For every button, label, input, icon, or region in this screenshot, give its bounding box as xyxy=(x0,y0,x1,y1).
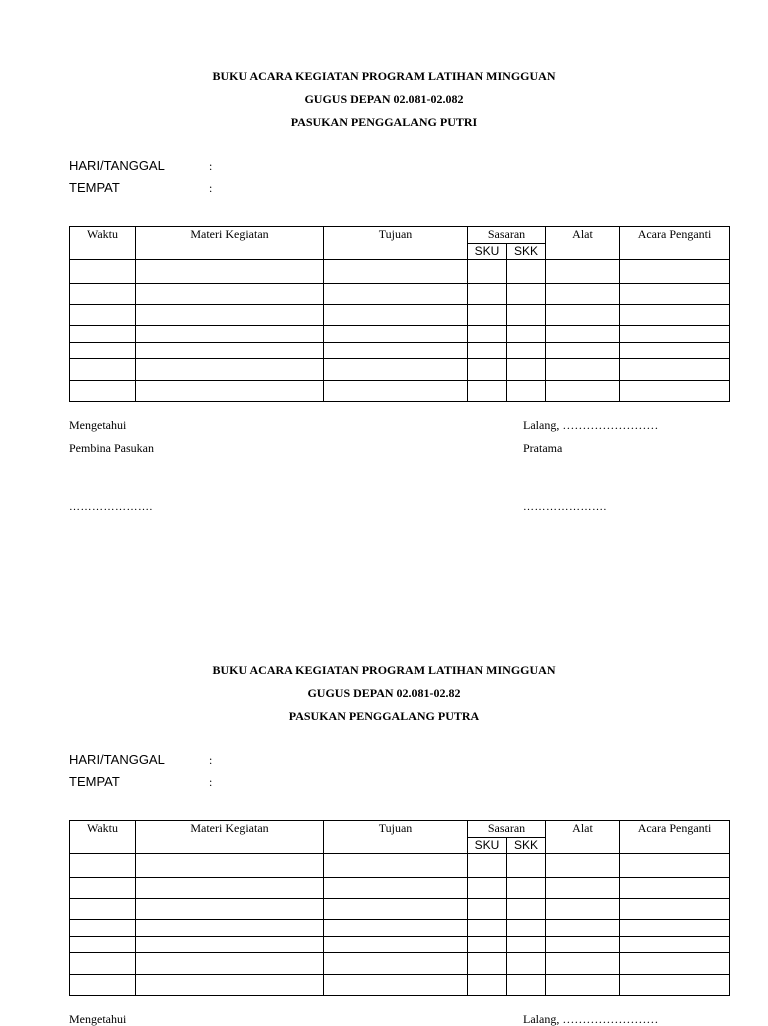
table-row xyxy=(70,260,730,284)
form-title-line-3: PASUKAN PENGGALANG PUTRI xyxy=(290,115,478,129)
table-cell[interactable] xyxy=(324,854,468,878)
header-sku: SKU xyxy=(468,838,507,854)
table-cell[interactable] xyxy=(507,899,546,920)
table-cell[interactable] xyxy=(70,975,136,996)
table-cell[interactable] xyxy=(136,975,324,996)
table-cell[interactable] xyxy=(546,326,620,343)
hari-tanggal-colon: : xyxy=(209,753,213,767)
table-cell[interactable] xyxy=(507,920,546,937)
table-cell[interactable] xyxy=(546,975,620,996)
header-alat: Alat xyxy=(546,227,620,260)
table-cell[interactable] xyxy=(468,305,507,326)
table-cell[interactable] xyxy=(324,937,468,953)
table-cell[interactable] xyxy=(136,920,324,937)
header-skk: SKK xyxy=(507,244,546,260)
table-cell[interactable] xyxy=(507,878,546,899)
pembina-pasukan-label: Pembina Pasukan xyxy=(69,441,154,455)
table-cell[interactable] xyxy=(546,343,620,359)
table-cell[interactable] xyxy=(546,854,620,878)
hari-tanggal-label: HARI/TANGGAL xyxy=(69,158,165,173)
table-cell[interactable] xyxy=(507,854,546,878)
table-cell[interactable] xyxy=(468,899,507,920)
header-acara-penganti: Acara Penganti xyxy=(620,227,730,260)
table-cell[interactable] xyxy=(507,305,546,326)
lalang-date-label: Lalang, …………………… xyxy=(523,418,659,432)
table-cell[interactable] xyxy=(324,953,468,975)
table-cell[interactable] xyxy=(324,920,468,937)
tempat-label: TEMPAT xyxy=(69,180,120,195)
table-cell[interactable] xyxy=(136,359,324,381)
table-cell[interactable] xyxy=(70,359,136,381)
hari-tanggal-colon: : xyxy=(209,159,213,173)
table-cell[interactable] xyxy=(324,260,468,284)
table-cell[interactable] xyxy=(136,854,324,878)
table-cell[interactable] xyxy=(620,953,730,975)
table-cell[interactable] xyxy=(468,920,507,937)
table-cell[interactable] xyxy=(70,854,136,878)
header-waktu: Waktu xyxy=(70,227,136,260)
table-row xyxy=(70,899,730,920)
table-cell[interactable] xyxy=(620,359,730,381)
table-cell[interactable] xyxy=(620,343,730,359)
table-cell[interactable] xyxy=(136,284,324,305)
table-cell[interactable] xyxy=(136,937,324,953)
table-cell[interactable] xyxy=(620,920,730,937)
table-row xyxy=(70,305,730,326)
table-row xyxy=(70,937,730,953)
table-row xyxy=(70,953,730,975)
header-tujuan: Tujuan xyxy=(324,227,468,260)
table-cell[interactable] xyxy=(70,381,136,402)
hari-tanggal-label: HARI/TANGGAL xyxy=(69,752,165,767)
table-cell[interactable] xyxy=(70,899,136,920)
table-cell[interactable] xyxy=(136,343,324,359)
table-cell[interactable] xyxy=(507,359,546,381)
header-sasaran: Sasaran xyxy=(468,821,546,838)
table-row xyxy=(70,975,730,996)
table-cell[interactable] xyxy=(620,854,730,878)
table-cell[interactable] xyxy=(620,305,730,326)
table-row xyxy=(70,854,730,878)
table-cell[interactable] xyxy=(70,284,136,305)
table-cell[interactable] xyxy=(468,260,507,284)
table-cell[interactable] xyxy=(546,953,620,975)
form-title-line-2: GUGUS DEPAN 02.081-02.82 xyxy=(307,686,461,700)
activity-table xyxy=(69,226,730,402)
table-cell[interactable] xyxy=(324,284,468,305)
table-cell[interactable] xyxy=(136,878,324,899)
table-cell[interactable] xyxy=(136,899,324,920)
activity-table xyxy=(69,820,730,996)
table-cell[interactable] xyxy=(468,878,507,899)
table-cell[interactable] xyxy=(546,260,620,284)
table-cell[interactable] xyxy=(136,953,324,975)
table-cell[interactable] xyxy=(507,381,546,402)
table-row xyxy=(70,359,730,381)
pratama-signature-line: …………………. xyxy=(523,501,607,513)
mengetahui-label: Mengetahui xyxy=(69,1012,127,1026)
table-cell[interactable] xyxy=(546,920,620,937)
table-cell[interactable] xyxy=(324,878,468,899)
table-row xyxy=(70,284,730,305)
table-cell[interactable] xyxy=(468,953,507,975)
tempat-colon: : xyxy=(209,775,213,789)
table-cell[interactable] xyxy=(70,343,136,359)
pratama-label: Pratama xyxy=(523,441,563,455)
table-cell[interactable] xyxy=(468,359,507,381)
table-cell[interactable] xyxy=(468,975,507,996)
lalang-date-label: Lalang, …………………… xyxy=(523,1012,659,1026)
pembina-signature-line: …………………. xyxy=(69,501,153,513)
table-cell[interactable] xyxy=(136,305,324,326)
table-cell[interactable] xyxy=(546,899,620,920)
table-cell[interactable] xyxy=(546,359,620,381)
table-cell[interactable] xyxy=(620,260,730,284)
form-title-line-2: GUGUS DEPAN 02.081-02.082 xyxy=(304,92,464,106)
table-cell[interactable] xyxy=(546,381,620,402)
table-cell[interactable] xyxy=(507,937,546,953)
table-cell[interactable] xyxy=(546,878,620,899)
header-alat: Alat xyxy=(546,821,620,854)
table-cell[interactable] xyxy=(546,305,620,326)
table-cell[interactable] xyxy=(546,937,620,953)
header-waktu: Waktu xyxy=(70,821,136,854)
table-cell[interactable] xyxy=(507,953,546,975)
table-cell[interactable] xyxy=(324,359,468,381)
table-cell[interactable] xyxy=(324,305,468,326)
mengetahui-label: Mengetahui xyxy=(69,418,127,432)
header-acara-penganti: Acara Penganti xyxy=(620,821,730,854)
table-cell[interactable] xyxy=(324,975,468,996)
table-row xyxy=(70,326,730,343)
table-cell[interactable] xyxy=(136,381,324,402)
table-cell[interactable] xyxy=(546,284,620,305)
table-row xyxy=(70,343,730,359)
table-cell[interactable] xyxy=(507,326,546,343)
table-cell[interactable] xyxy=(70,920,136,937)
table-cell[interactable] xyxy=(620,878,730,899)
table-cell[interactable] xyxy=(468,284,507,305)
table-cell[interactable] xyxy=(324,326,468,343)
form-title-line-3: PASUKAN PENGGALANG PUTRA xyxy=(288,709,480,723)
table-row xyxy=(70,381,730,402)
table-cell[interactable] xyxy=(468,854,507,878)
table-cell[interactable] xyxy=(620,937,730,953)
table-cell[interactable] xyxy=(70,326,136,343)
table-cell[interactable] xyxy=(507,975,546,996)
header-materi-kegiatan: Materi Kegiatan xyxy=(136,227,324,260)
header-skk: SKK xyxy=(507,838,546,854)
table-cell[interactable] xyxy=(468,381,507,402)
table-cell[interactable] xyxy=(468,326,507,343)
table-cell[interactable] xyxy=(70,937,136,953)
table-cell[interactable] xyxy=(620,381,730,402)
table-cell[interactable] xyxy=(468,343,507,359)
tempat-label: TEMPAT xyxy=(69,774,120,789)
table-cell[interactable] xyxy=(70,305,136,326)
table-cell[interactable] xyxy=(507,260,546,284)
table-cell[interactable] xyxy=(70,878,136,899)
table-cell[interactable] xyxy=(468,937,507,953)
header-sku: SKU xyxy=(468,244,507,260)
table-cell[interactable] xyxy=(620,326,730,343)
table-cell[interactable] xyxy=(507,343,546,359)
table-cell[interactable] xyxy=(620,284,730,305)
tempat-colon: : xyxy=(209,181,213,195)
table-cell[interactable] xyxy=(136,260,324,284)
table-row xyxy=(70,920,730,937)
form-title-line-1: BUKU ACARA KEGIATAN PROGRAM LATIHAN MINGGUAN xyxy=(212,663,556,677)
table-cell[interactable] xyxy=(324,899,468,920)
table-cell[interactable] xyxy=(324,343,468,359)
form-title-line-1: BUKU ACARA KEGIATAN PROGRAM LATIHAN MINGGUAN xyxy=(212,69,556,83)
table-cell[interactable] xyxy=(70,260,136,284)
table-row xyxy=(70,878,730,899)
table-cell[interactable] xyxy=(620,899,730,920)
table-cell[interactable] xyxy=(507,284,546,305)
header-sasaran: Sasaran xyxy=(468,227,546,244)
table-cell[interactable] xyxy=(136,326,324,343)
table-cell[interactable] xyxy=(620,975,730,996)
table-cell[interactable] xyxy=(70,953,136,975)
header-materi-kegiatan: Materi Kegiatan xyxy=(136,821,324,854)
header-tujuan: Tujuan xyxy=(324,821,468,854)
table-cell[interactable] xyxy=(324,381,468,402)
